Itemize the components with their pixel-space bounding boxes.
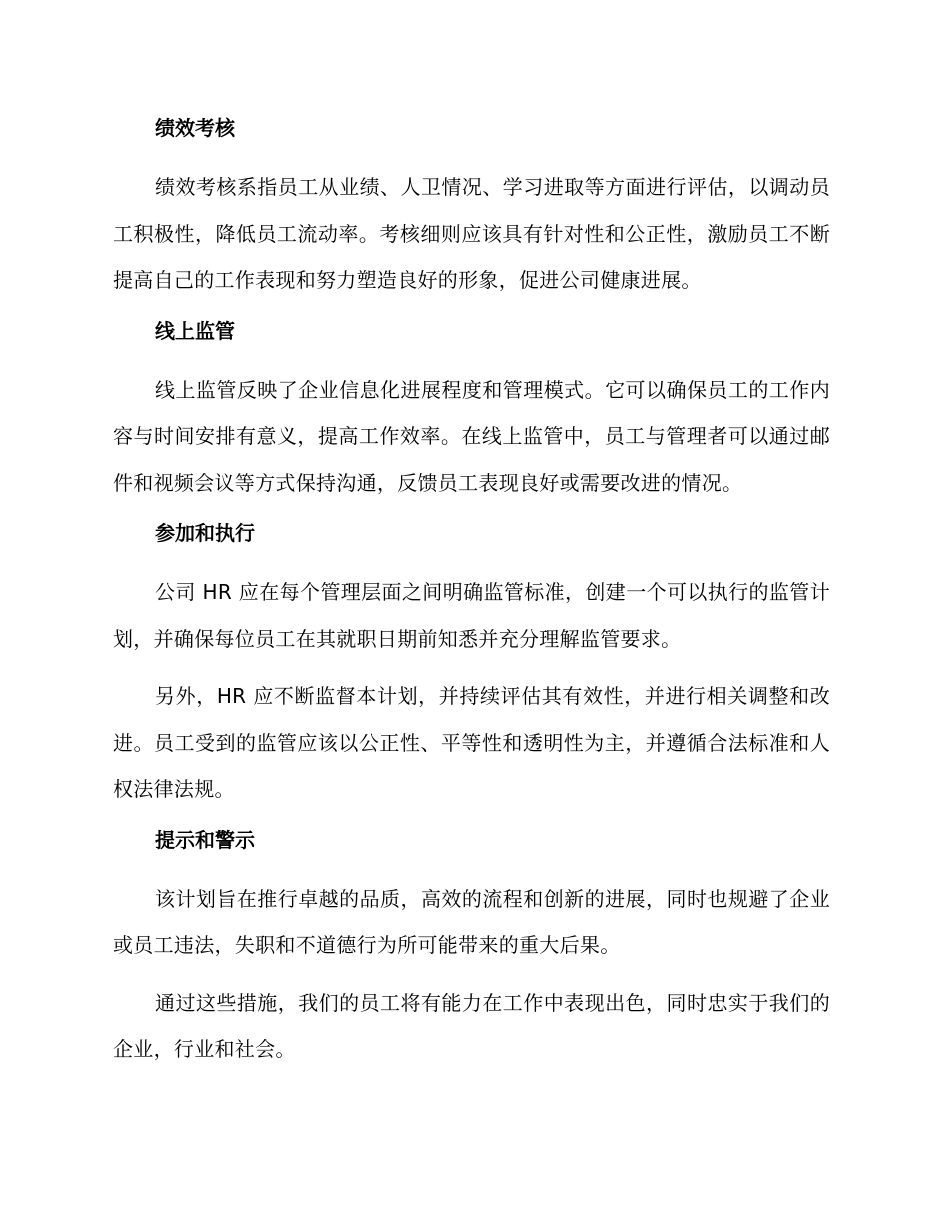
paragraph: 线上监管反映了企业信息化进展程度和管理模式。它可以确保员工的工作内容与时间安排有意义，提高工作效率。在线上监管中，员工与管理者可以通过邮件和视频会议等方式保持沟通，反馈员工表现良好或需要改进的情况。	[113, 377, 830, 495]
paragraph: 绩效考核系指员工从业绩、人卫情况、学习进取等方面进行评估，以调动员工积极性，降低员工流动率。考核细则应该具有针对性和公正性，激励员工不断提高自己的工作表现和努力塑造良好的形象，促进公司健康进展。	[113, 175, 830, 292]
section-tips-warnings	[113, 824, 830, 1073]
section-heading: 绩效考核	[155, 116, 235, 140]
section-participation-execution	[113, 517, 830, 813]
section-online-supervision	[113, 315, 830, 507]
section-heading: 参加和执行	[155, 521, 255, 545]
paragraph: 公司 HR 应在每个管理层面之间明确监管标准，创建一个可以执行的监管计划，并确保每位员工在其就职日期前知悉并充分理解监管要求。	[113, 580, 830, 651]
section-heading: 线上监管	[155, 318, 235, 343]
paragraph: 另外，HR 应不断监督本计划，并持续评估其有效性，并进行相关调整和改进。员工受到的监管应该以公正性、平等性和透明性为主，并遵循合法标准和人权法律法规。	[113, 684, 830, 801]
paragraph: 该计划旨在推行卓越的品质，高效的流程和创新的进展，同时也规避了企业或员工违法，失职和不道德行为所可能带来的重大后果。	[113, 886, 830, 957]
section-heading: 提示和警示	[155, 827, 255, 852]
section-performance-review	[113, 112, 830, 304]
paragraph: 通过这些措施，我们的员工将有能力在工作中表现出色，同时忠实于我们的企业，行业和社会。	[113, 990, 830, 1061]
